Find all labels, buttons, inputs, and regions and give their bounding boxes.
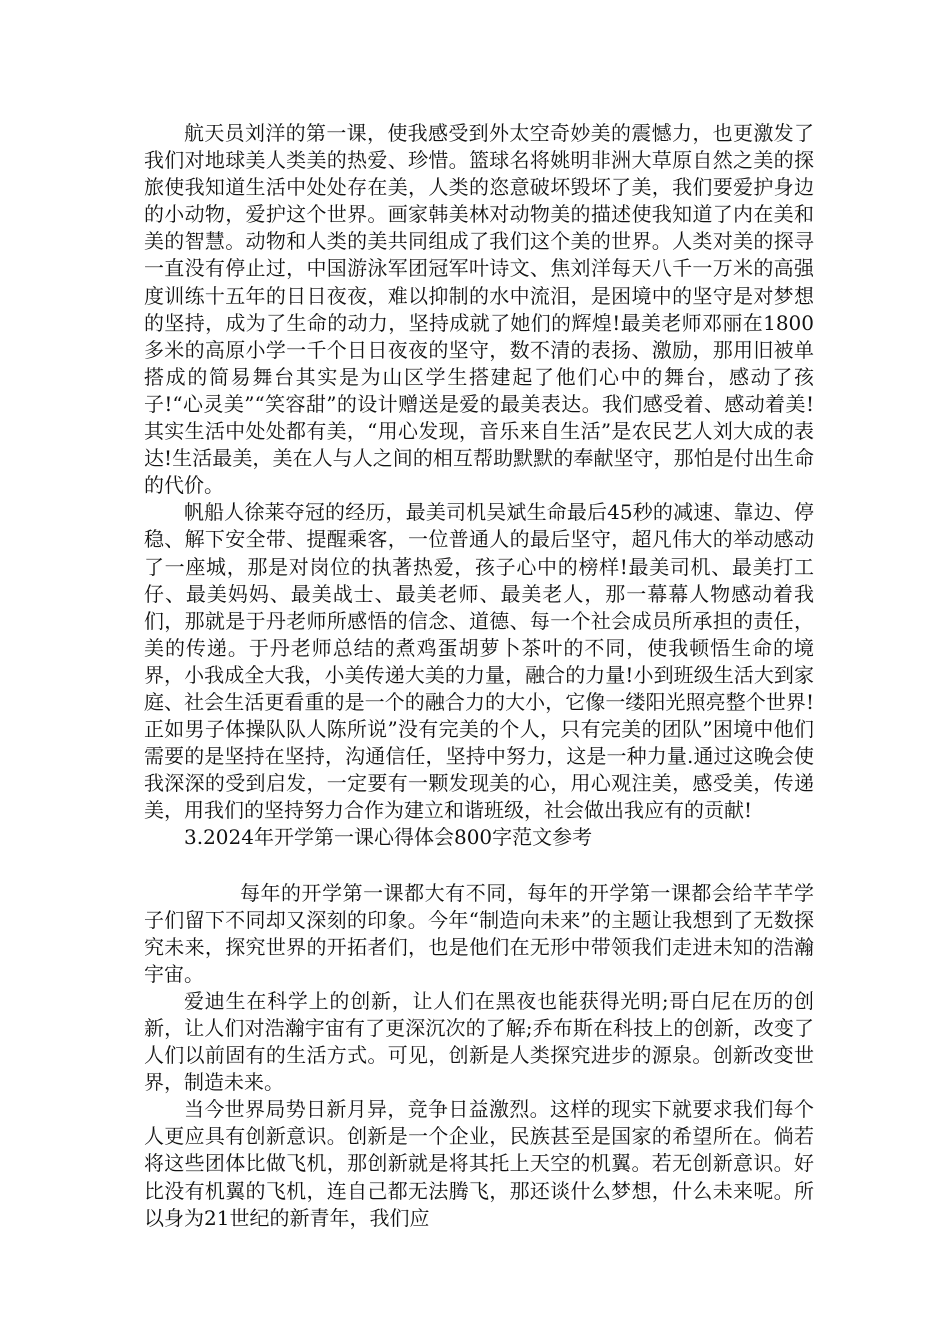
paragraph-first-lesson: 每年的开学第一课都大有不同，每年的开学第一课都会给芊芊学子们留下不同却又深刻的印象。今年“制造向未来”的主题让我想到了无数探究未来，探究世界的开拓者们，也是他们在无形中带领我们走进未知的浩瀚宇宙。	[144, 880, 814, 986]
paragraph-astronaut: 航天员刘洋的第一课，使我感受到外太空奇妙美的震憾力，也更激发了我们对地球美人类美的热爱、珍惜。篮球名将姚明非洲大草原自然之美的探旅使我知道生活中处处存在美，人类的恣意破坏毁坏了美，我们要爱护身边的小动物，爱护这个世界。画家韩美林对动物美的描述使我知道了内在美和美的智慧。动物和人类的美共同组成了我们这个美的世界。人类对美的探寻一直没有停止过，中国游泳军团冠军叶诗文、焦刘洋每天八千一万米的高强度训练十五年的日日夜夜，难以抑制的水中流泪，是困境中的坚守是对梦想的坚持，成为了生命的动力，坚持成就了她们的辉煌!最美老师邓丽在1800多米的高原小学一千个日日夜夜的坚守，数不清的表扬、激励，那用旧被单搭成的简易舞台其实是为山区学生搭建起了他们心中的舞台，感动了孩子!“心灵美”“笑容甜”的设计赠送是爱的最美表达。我们感受着、感动着美!其实生活中处处都有美，“用心发现，音乐来自生活”是农民艺人刘大成的表达!生活最美，美在人与人之间的相互帮助默默的奉献坚守，那怕是付出生命的代价。	[144, 121, 814, 498]
paragraph-sailing-champion: 帆船人徐莱夺冠的经历，最美司机吴斌生命最后45秒的减速、靠边、停稳、解下安全带、提醒乘客，一位普通人的最后坚守，超凡伟大的举动感动了一座城，那是对岗位的执著热爱，孩子心中的榜样!最美司机、最美打工仔、最美妈妈、最美战士、最美老师、最美老人，那一幕幕人物感动着我们，那就是于丹老师所感悟的信念、道德、每一个社会成员所承担的责任，美的传递。于丹老师总结的煮鸡蛋胡萝卜茶叶的不同，使我顿悟生命的境界，小我成全大我，小美传递大美的力量，融合的力量!小到班级生活大到家庭、社会生活更看重的是一个的融合力的大小，它像一缕阳光照亮整个世界!正如男子体操队队人陈所说”没有完美的个人，只有完美的团队”困境中他们需要的是坚持在坚持，沟通信任，坚持中努力，这是一种力量.通过这晚会使我深深的受到启发，一定要有一颗发现美的心，用心观注美，感受美，传递美，用我们的坚持努力合作为建立和谐班级，社会做出我应有的贡献!	[144, 500, 814, 823]
section-heading: 3.2024年开学第一课心得体会800字范文参考	[184, 825, 593, 850]
section-spacer	[144, 852, 814, 880]
paragraph-innovation-awareness: 当今世界局势日新月异，竞争日益激烈。这样的现实下就要求我们每个人更应具有创新意识。创新是一个企业，民族甚至是国家的希望所在。倘若将这些团体比做飞机，那创新就是将其托上天空的机翼。若无创新意识。好比没有机翼的飞机，连自己都无法腾飞，那还谈什么梦想，什么未来呢。所以身为21世纪的新青年，我们应	[144, 1097, 814, 1230]
paragraph-innovation-examples: 爱迪生在科学上的创新，让人们在黑夜也能获得光明;哥白尼在历的创新，让人们对浩瀚宇宙有了更深沉次的了解;乔布斯在科技上的创新，改变了人们以前固有的生活方式。可见，创新是人类探究进步的源泉。创新改变世界，制造未来。	[144, 988, 814, 1095]
document-page	[144, 120, 814, 1232]
